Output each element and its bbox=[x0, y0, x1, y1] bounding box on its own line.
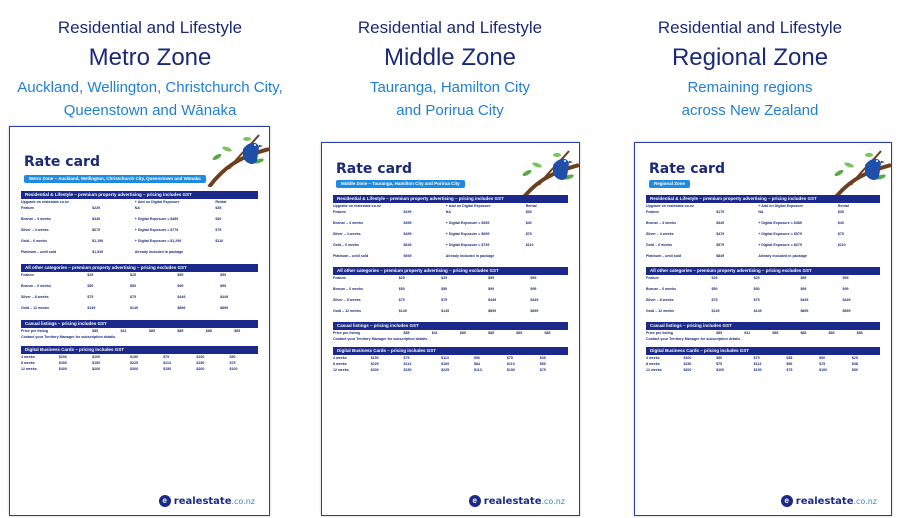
table-cell: $85 bbox=[800, 331, 807, 335]
table-cell: 12 weeks bbox=[21, 367, 37, 371]
table-cell: $899 bbox=[842, 309, 851, 313]
table-cell: $75 bbox=[837, 232, 844, 236]
table-cell: 8 weeks bbox=[333, 362, 347, 366]
realestate-logo-icon: e bbox=[159, 495, 171, 507]
realestate-logo-wordmark bbox=[484, 496, 565, 507]
table-cell: $75 bbox=[753, 298, 760, 302]
table-cell: $75 bbox=[130, 295, 137, 299]
table-cell: Platinum – until sold bbox=[21, 250, 57, 254]
table-cell: $99 bbox=[488, 287, 495, 291]
table-cell: $85 bbox=[716, 331, 723, 335]
table-cell: Silver – 8 weeks bbox=[21, 295, 49, 299]
eyebrow-heading: Residential and Lifestyle bbox=[357, 18, 543, 37]
section-heading: All other categories – premium property advertising – pricing excludes GST bbox=[646, 267, 880, 275]
casual-listings-section bbox=[21, 320, 258, 340]
table-cell: $113 bbox=[441, 356, 449, 360]
table-cell: $35 bbox=[525, 210, 532, 214]
table-cell: $99 bbox=[800, 287, 807, 291]
table-cell: $56 bbox=[474, 356, 480, 360]
table-cell: Feature bbox=[646, 276, 659, 280]
table-cell: $149 bbox=[711, 309, 720, 313]
table-cell: $75 bbox=[711, 298, 718, 302]
table-cell: Gold – 6 weeks bbox=[646, 243, 672, 247]
zone-pill-label: Regional Zone bbox=[649, 180, 690, 188]
table-cell: $110 bbox=[215, 239, 224, 243]
table-cell: + Digital Exposure = $679 bbox=[758, 243, 802, 247]
realestate-logo bbox=[781, 495, 877, 507]
section-heading: Residential & Lifestyle – premium property advertising – pricing includes GST bbox=[333, 195, 568, 203]
table-cell: $100 bbox=[683, 356, 692, 360]
table-cell: $110 bbox=[837, 243, 846, 247]
table-cell: $113 bbox=[474, 368, 482, 372]
table-cell: $99 bbox=[220, 284, 227, 288]
table-cell: $50 bbox=[753, 287, 760, 291]
table-cell: $59 bbox=[530, 276, 537, 280]
table-cell: Bronze – 3 weeks bbox=[333, 221, 363, 225]
zone-regions-line: and Porirua City bbox=[396, 102, 504, 119]
section-heading: Residential & Lifestyle – premium property advertising – pricing includes GST bbox=[21, 191, 258, 199]
other-categories-section bbox=[646, 267, 880, 319]
table-cell: $1,199 bbox=[92, 239, 104, 243]
table-cell: $349 bbox=[716, 221, 725, 225]
rate-card-title: Rate card bbox=[336, 161, 412, 177]
table-cell: $59 bbox=[177, 273, 184, 277]
zone-regions bbox=[310, 76, 590, 122]
table-cell: $85 bbox=[205, 329, 212, 333]
table-cell: $75 bbox=[539, 368, 546, 372]
table-cell: $75 bbox=[716, 362, 723, 366]
table-cell: $85 bbox=[177, 329, 184, 333]
table-cell: $113 bbox=[163, 361, 171, 365]
table-cell: + Digital Exposure = $779 bbox=[134, 228, 179, 232]
section-heading: Casual listings – pricing includes GST bbox=[646, 322, 880, 330]
table-cell: $150 bbox=[683, 362, 692, 366]
section-heading: All other categories – premium property advertising – pricing excludes GST bbox=[333, 267, 568, 275]
row-description bbox=[333, 259, 568, 264]
table-cell: $99 bbox=[530, 287, 537, 291]
realestate-logo bbox=[159, 495, 255, 507]
zone-regions bbox=[10, 76, 290, 122]
table-cell: Upgrade on realestate.co.nz bbox=[646, 204, 694, 208]
table-cell: $59 bbox=[488, 276, 495, 280]
table-cell: $50 bbox=[716, 356, 723, 360]
table-cell: $225 bbox=[370, 362, 379, 366]
table-cell: $75 bbox=[398, 298, 405, 302]
table-cell: $85 bbox=[488, 331, 495, 335]
table-cell: Silver – 4 weeks bbox=[21, 228, 49, 232]
row-description bbox=[333, 314, 568, 319]
table-cell: $113 bbox=[506, 362, 515, 366]
rate-card-title: Rate card bbox=[24, 154, 100, 170]
table-cell: Platinum – until sold bbox=[333, 254, 369, 258]
table-cell: $449 bbox=[220, 295, 229, 299]
table-cell: $849 bbox=[716, 254, 725, 258]
table-cell: NA bbox=[758, 210, 764, 214]
table-cell: + Digital Exposure = $579 bbox=[758, 232, 802, 236]
table-cell: Bronze – 3 weeks bbox=[646, 221, 676, 225]
table-cell: $449 bbox=[92, 217, 101, 221]
table-cell: $229 bbox=[92, 206, 101, 210]
table-cell: $75 bbox=[163, 355, 170, 359]
table-row bbox=[333, 367, 568, 373]
table-cell: Upgrade on realestate.co.nz bbox=[333, 204, 381, 208]
digital-business-cards-section bbox=[646, 347, 880, 373]
zone-regions-line: Remaining regions bbox=[687, 79, 813, 96]
table-cell: $100 bbox=[229, 367, 238, 371]
table-cell: $479 bbox=[716, 232, 725, 236]
table-cell: $400 bbox=[58, 367, 67, 371]
logo-tld: .co.nz bbox=[853, 496, 877, 506]
table-cell: Silver – 8 weeks bbox=[646, 298, 674, 302]
logo-word: realestate bbox=[795, 495, 854, 507]
section-heading: All other categories – premium property advertising – pricing excludes GST bbox=[21, 264, 258, 272]
table-cell: $150 bbox=[403, 368, 412, 372]
table-cell: $75 bbox=[229, 361, 236, 365]
bird-on-branch-icon bbox=[199, 127, 269, 187]
table-cell: $300 bbox=[370, 368, 379, 372]
table-cell: $25 bbox=[398, 276, 405, 280]
table-cell: + Digital Exposure = $539 bbox=[445, 221, 490, 225]
table-cell: Gold – 12 weeks bbox=[646, 309, 674, 313]
table-cell: $579 bbox=[716, 243, 725, 247]
zone-regions-line: Auckland, Wellington, Christchurch City, bbox=[17, 79, 283, 96]
logo-word: realestate bbox=[173, 495, 232, 507]
table-cell: $199 bbox=[403, 210, 412, 214]
table-cell: $50 bbox=[398, 287, 405, 291]
table-cell: Silver – 4 weeks bbox=[646, 232, 674, 236]
table-cell: $200 bbox=[92, 367, 101, 371]
table-cell: 8 weeks bbox=[646, 362, 660, 366]
table-cell: $149 bbox=[753, 309, 762, 313]
table-cell: $149 bbox=[130, 306, 139, 310]
table-cell: $75 bbox=[819, 362, 826, 366]
section-heading: Digital Business Cards – pricing includes GST bbox=[21, 346, 258, 354]
table-cell: $449 bbox=[488, 298, 497, 302]
table-cell: $100 bbox=[819, 368, 828, 372]
table-cell: $100 bbox=[716, 368, 725, 372]
table-cell: + Digital Exposure = $1,299 bbox=[134, 239, 182, 243]
row-description bbox=[21, 255, 258, 260]
table-cell: Already included in package bbox=[445, 254, 495, 258]
table-cell: $85 bbox=[544, 331, 551, 335]
table-cell: $25 bbox=[753, 276, 760, 280]
table-cell: $50 bbox=[711, 287, 718, 291]
other-categories-section bbox=[333, 267, 568, 319]
subscription-note: Contact your Territory Manager for subscription details. bbox=[333, 337, 429, 341]
residential-pricing-section bbox=[333, 195, 568, 264]
table-cell: 12 weeks bbox=[646, 368, 662, 372]
table-cell: $300 bbox=[130, 367, 139, 371]
table-cell: $99 bbox=[177, 284, 184, 288]
table-cell: $85 bbox=[459, 331, 466, 335]
table-cell: $25 bbox=[130, 273, 137, 277]
section-heading: Casual listings – pricing includes GST bbox=[21, 320, 258, 328]
table-cell: $50 bbox=[851, 368, 858, 372]
table-cell: $149 bbox=[398, 309, 407, 313]
table-cell: $200 bbox=[196, 367, 205, 371]
table-cell: Feature bbox=[333, 276, 346, 280]
table-cell: $899 bbox=[488, 309, 497, 313]
table-cell: $25 bbox=[441, 276, 448, 280]
table-cell: Gold – 6 weeks bbox=[333, 243, 359, 247]
table-cell: $150 bbox=[506, 368, 515, 372]
table-cell: $200 bbox=[683, 368, 692, 372]
table-cell: Silver – 4 weeks bbox=[333, 232, 361, 236]
table-cell: Upgrade on realestate.co.nz bbox=[21, 200, 69, 204]
table-cell: $85 bbox=[856, 331, 863, 335]
logo-tld: .co.nz bbox=[231, 496, 255, 506]
realestate-logo bbox=[469, 495, 565, 507]
digital-business-cards-section bbox=[21, 346, 258, 372]
zone-regions-line: Queenstown and Wānaka bbox=[63, 102, 237, 119]
table-cell: Feature bbox=[21, 206, 34, 210]
table-cell: $56 bbox=[539, 362, 546, 366]
table-cell: $149 bbox=[87, 306, 96, 310]
table-cell: Feature bbox=[333, 210, 346, 214]
table-cell: $899 bbox=[800, 309, 809, 313]
table-cell: $113 bbox=[403, 362, 412, 366]
table-cell: $949 bbox=[403, 254, 412, 258]
table-cell: Bronze – 6 weeks bbox=[21, 284, 51, 288]
table-cell: $85 bbox=[772, 331, 779, 335]
table-cell: Gold – 12 weeks bbox=[21, 306, 49, 310]
table-cell: $85 bbox=[92, 329, 99, 333]
table-cell: $75 bbox=[215, 228, 222, 232]
table-cell: $1,549 bbox=[92, 250, 104, 254]
table-row bbox=[21, 366, 258, 372]
table-cell: $50 bbox=[130, 284, 137, 288]
eyebrow-heading: Residential and Lifestyle bbox=[57, 18, 243, 37]
zone-pill-label: Metro Zone – Auckland, Wellington, Christchurch City, Queenstown and Wānaka bbox=[24, 175, 206, 183]
table-cell: $25 bbox=[711, 276, 718, 280]
other-categories-section bbox=[21, 264, 258, 316]
table-cell: $99 bbox=[842, 287, 849, 291]
table-row bbox=[646, 367, 880, 373]
table-cell: $179 bbox=[716, 210, 725, 214]
table-cell: $59 bbox=[800, 276, 807, 280]
table-cell: $50 bbox=[441, 287, 448, 291]
table-cell: $75 bbox=[786, 368, 793, 372]
table-cell: + Digital Exposure = $489 bbox=[134, 217, 179, 221]
subscription-note: Contact your Territory Manager for subscription details. bbox=[21, 335, 117, 339]
table-cell: NA bbox=[134, 206, 140, 210]
residential-pricing-section bbox=[646, 195, 880, 264]
table-cell: $899 bbox=[177, 306, 186, 310]
table-cell: Silver – 8 weeks bbox=[333, 298, 361, 302]
table-cell: $75 bbox=[403, 356, 410, 360]
zone-title: Middle Zone bbox=[383, 44, 517, 71]
table-cell: 8 weeks bbox=[21, 361, 35, 365]
table-cell: Bronze – 6 weeks bbox=[646, 287, 676, 291]
table-cell: $41 bbox=[120, 329, 127, 333]
table-cell: $85 bbox=[828, 331, 835, 335]
table-cell: $225 bbox=[130, 361, 139, 365]
logo-word: realestate bbox=[483, 495, 542, 507]
table-cell: $899 bbox=[530, 309, 539, 313]
bird-on-branch-icon bbox=[821, 143, 891, 203]
table-cell: + Digital Exposure = $749 bbox=[445, 243, 490, 247]
table-cell: Price per listing bbox=[646, 331, 673, 335]
rate-card-regional bbox=[634, 142, 892, 516]
table-cell: $649 bbox=[403, 243, 412, 247]
table-cell: $40 bbox=[215, 217, 222, 221]
table-cell: $150 bbox=[92, 361, 101, 365]
residential-pricing-section bbox=[21, 191, 258, 260]
table-cell: $25 bbox=[87, 273, 94, 277]
table-cell: NA bbox=[445, 210, 451, 214]
table-cell: $85 bbox=[234, 329, 241, 333]
section-heading: Casual listings – pricing includes GST bbox=[333, 322, 568, 330]
table-cell: $149 bbox=[441, 309, 450, 313]
subscription-note: Contact your Territory Manager for subscription details. bbox=[646, 337, 742, 341]
table-cell: $150 bbox=[196, 361, 205, 365]
table-cell: Price per listing bbox=[21, 329, 48, 333]
logo-tld: .co.nz bbox=[541, 496, 565, 506]
table-cell: $85 bbox=[148, 329, 155, 333]
casual-listings-section bbox=[646, 322, 880, 342]
table-cell: $75 bbox=[753, 356, 760, 360]
table-cell: + Digital Exposure = $699 bbox=[445, 232, 490, 236]
table-cell: $84 bbox=[474, 362, 480, 366]
table-cell: $399 bbox=[403, 221, 412, 225]
table-cell: + Digital Exposure = $389 bbox=[758, 221, 802, 225]
table-cell: $75 bbox=[441, 298, 448, 302]
table-cell: Rental bbox=[837, 204, 849, 208]
table-cell: $59 bbox=[842, 276, 849, 280]
table-cell: + Add on Digital Exposure bbox=[445, 204, 491, 208]
table-cell: $50 bbox=[819, 356, 826, 360]
table-cell: 4 weeks bbox=[21, 355, 35, 359]
zone-title: Metro Zone bbox=[88, 44, 212, 71]
table-cell: Bronze – 3 weeks bbox=[21, 217, 51, 221]
zone-title: Regional Zone bbox=[671, 44, 829, 71]
table-cell: $50 bbox=[229, 355, 236, 359]
table-cell: $75 bbox=[87, 295, 94, 299]
table-cell: Feature bbox=[646, 210, 659, 214]
row-description bbox=[21, 311, 258, 316]
table-cell: Feature bbox=[21, 273, 34, 277]
section-heading: Digital Business Cards – pricing includes GST bbox=[333, 347, 568, 355]
table-cell: 4 weeks bbox=[333, 356, 347, 360]
table-cell: Rental bbox=[525, 204, 537, 208]
table-cell: Gold – 6 weeks bbox=[21, 239, 47, 243]
zone-regions-line: Tauranga, Hamilton City bbox=[369, 79, 531, 96]
table-cell: $449 bbox=[842, 298, 851, 302]
realestate-logo-wordmark bbox=[796, 496, 877, 507]
table-cell: $35 bbox=[837, 210, 844, 214]
table-cell: $100 bbox=[92, 355, 101, 359]
table-cell: 12 weeks bbox=[333, 368, 349, 372]
table-cell: + Add on Digital Exposure bbox=[134, 200, 180, 204]
table-cell: $38 bbox=[786, 356, 793, 360]
table-cell: $100 bbox=[196, 355, 205, 359]
table-cell: $25 bbox=[851, 356, 858, 360]
table-cell: $300 bbox=[58, 361, 67, 365]
table-cell: $150 bbox=[163, 367, 172, 371]
table-cell: $35 bbox=[215, 206, 222, 210]
zone-regions bbox=[610, 76, 890, 122]
table-cell: $41 bbox=[431, 331, 438, 335]
table-cell: + Add on Digital Exposure bbox=[758, 204, 804, 208]
table-cell: $85 bbox=[403, 331, 410, 335]
table-cell: $40 bbox=[837, 221, 844, 225]
table-cell: $150 bbox=[753, 368, 762, 372]
table-cell: $225 bbox=[441, 368, 450, 372]
eyebrow-heading: Residential and Lifestyle bbox=[657, 18, 843, 37]
table-cell: $75 bbox=[525, 232, 532, 236]
table-cell: $113 bbox=[753, 362, 762, 366]
table-cell: $38 bbox=[539, 356, 546, 360]
table-cell: $169 bbox=[441, 362, 450, 366]
table-cell: $75 bbox=[506, 356, 513, 360]
zone-regions-line: across New Zealand bbox=[681, 102, 819, 119]
rate-card-middle bbox=[321, 142, 580, 516]
zone-pill-label: Middle Zone – Tauranga, Hamilton City and Porirua City bbox=[336, 180, 465, 188]
rate-card-metro bbox=[9, 126, 270, 516]
table-cell: $150 bbox=[370, 356, 379, 360]
table-cell: $56 bbox=[786, 362, 793, 366]
table-cell: Already included in package bbox=[758, 254, 807, 258]
realestate-logo-wordmark bbox=[174, 496, 255, 507]
table-cell: $110 bbox=[525, 243, 534, 247]
table-cell: $449 bbox=[800, 298, 809, 302]
section-heading: Residential & Lifestyle – premium property advertising – pricing includes GST bbox=[646, 195, 880, 203]
table-cell: $499 bbox=[403, 232, 412, 236]
realestate-logo-icon: e bbox=[781, 495, 793, 507]
table-cell: 4 weeks bbox=[646, 356, 660, 360]
table-cell: Gold – 12 weeks bbox=[333, 309, 361, 313]
table-cell: $38 bbox=[851, 362, 858, 366]
table-cell: $50 bbox=[87, 284, 94, 288]
table-cell: $679 bbox=[92, 228, 101, 232]
rate-card-title: Rate card bbox=[649, 161, 725, 177]
casual-listings-section bbox=[333, 322, 568, 342]
table-cell: Rental bbox=[215, 200, 227, 204]
table-cell: $85 bbox=[516, 331, 523, 335]
table-cell: Platinum – until sold bbox=[646, 254, 682, 258]
table-cell: Already included in package bbox=[134, 250, 184, 254]
bird-on-branch-icon bbox=[509, 143, 579, 203]
table-cell: $41 bbox=[744, 331, 751, 335]
table-cell: $449 bbox=[530, 298, 539, 302]
row-description bbox=[646, 314, 880, 319]
table-cell: $150 bbox=[130, 355, 139, 359]
table-cell: $449 bbox=[177, 295, 186, 299]
table-cell: $59 bbox=[220, 273, 227, 277]
table-cell: Price per listing bbox=[333, 331, 360, 335]
table-cell: Bronze – 6 weeks bbox=[333, 287, 363, 291]
realestate-logo-icon: e bbox=[469, 495, 481, 507]
section-heading: Digital Business Cards – pricing includes GST bbox=[646, 347, 880, 355]
row-description bbox=[646, 259, 880, 264]
table-cell: $899 bbox=[220, 306, 229, 310]
table-cell: $200 bbox=[58, 355, 67, 359]
digital-business-cards-section bbox=[333, 347, 568, 373]
table-cell: $40 bbox=[525, 221, 532, 225]
